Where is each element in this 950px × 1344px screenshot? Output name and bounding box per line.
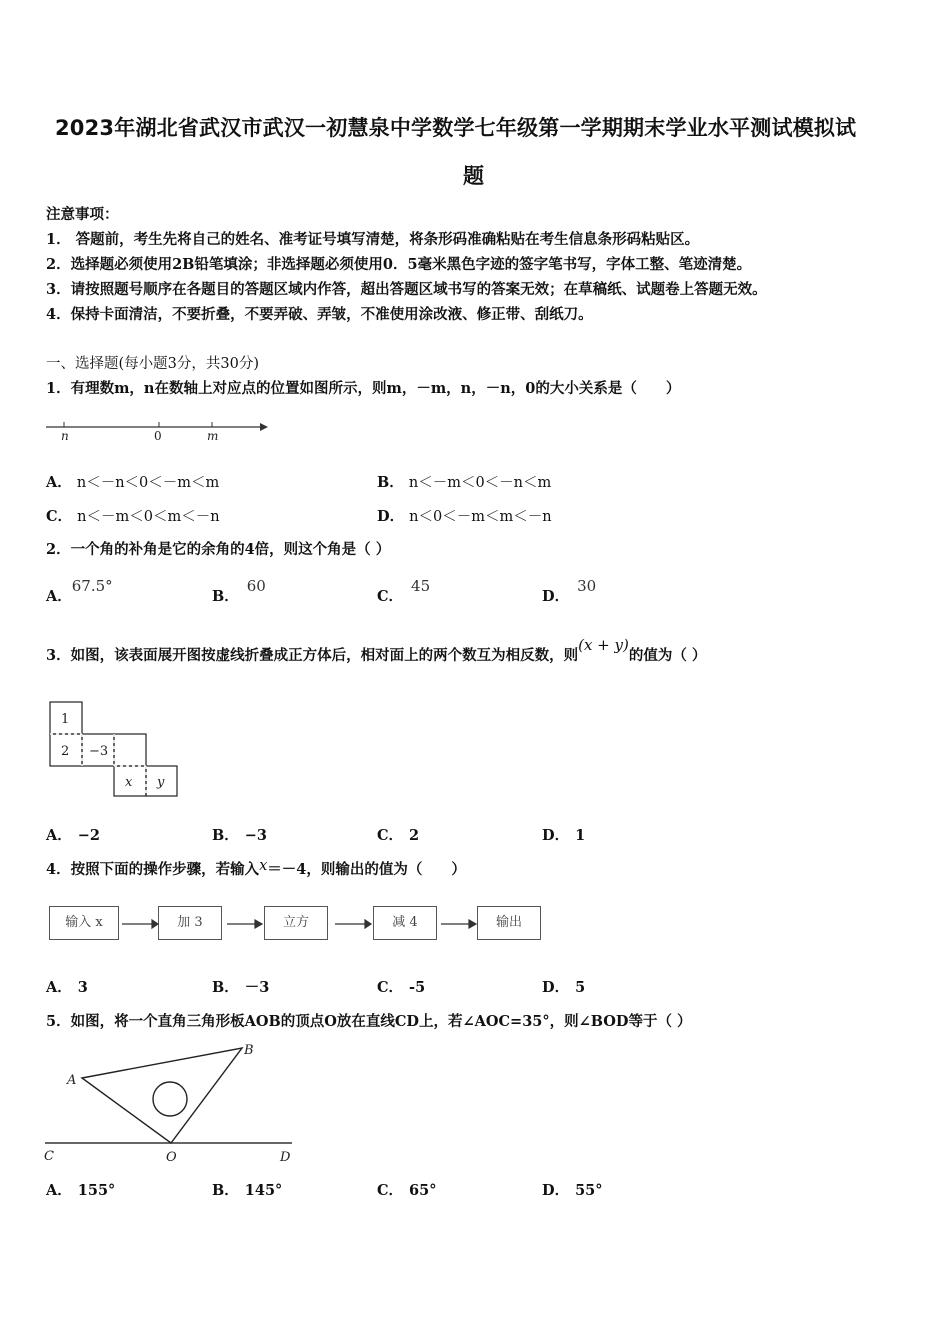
flow-output-box: 输出 [477,906,541,940]
q4-stem: 4．按照下面的操作步骤，若输入x＝－4，则输出的值为（ ） [46,858,466,878]
flow-arrows [119,914,619,934]
q5-stem: 5．如图，将一个直角三角形板AOB的顶点O放在直线CD上，若∠AOC=35°，则∠BOD等于（ ） [46,1013,692,1030]
axis-label-0: 0 [154,429,162,443]
q5-option-c[interactable]: C． 65° [377,1182,437,1199]
q2-option-c[interactable]: C．45 [377,577,431,605]
notice-heading: 注意事项： [46,206,119,223]
q2-option-b[interactable]: B．60 [212,577,266,605]
q4-option-b[interactable]: B． －3 [212,979,270,996]
q3-option-c[interactable]: C． 2 [377,827,420,844]
q2-stem: 2．一个角的补角是它的余角的4倍，则这个角是（ ） [46,541,391,558]
q1-stem: 1．有理数m，n在数轴上对应点的位置如图所示，则m，－m，n，－n，0的大小关系是（ ） [46,380,681,397]
q1-option-b[interactable]: B． n＜－m＜0＜－n＜m [377,474,552,491]
flow-add3-box: 加 3 [158,906,222,940]
notice-item: 4．保持卡面清洁，不要折叠，不要弄破、弄皱，不准使用涂改液、修正带、刮纸刀。 [46,306,593,323]
q4-option-a[interactable]: A． 3 [46,979,88,996]
net-cell-y: y [157,775,165,790]
q3-stem: 3．如图，该表面展开图按虚线折叠成正方体后，相对面上的两个数互为相反数，则(x + y)的值为（ ） [46,636,707,664]
point-c: C [44,1149,54,1164]
point-b: B [244,1043,254,1058]
section-heading: 一、选择题(每小题3分，共30分) [46,356,259,372]
q3-option-b[interactable]: B． −3 [212,827,268,844]
q5-option-b[interactable]: B． 145° [212,1182,283,1199]
q3-cube-net [48,700,188,802]
q5-option-d[interactable]: D． 55° [542,1182,603,1199]
q4-option-c[interactable]: C． -5 [377,979,426,996]
net-cell-1: 1 [61,712,70,727]
net-cell-2: 2 [61,744,70,759]
q3-option-d[interactable]: D． 1 [542,827,586,844]
q4-option-d[interactable]: D． 5 [542,979,586,996]
point-d: D [280,1150,291,1165]
flow-input-box: 输入 x [49,906,119,940]
q1-option-d[interactable]: D． n＜0＜－m＜m＜－n [377,508,552,525]
axis-label-m: m [207,429,219,443]
q1-number-line [44,418,274,448]
page-title-cont: 题 [463,164,485,188]
q5-triangle-figure [40,1038,300,1168]
notice-item: 1． 答题前，考生先将自己的姓名、准考证号填写清楚，将条形码准确粘贴在考生信息条形码粘贴区。 [46,231,700,248]
q3-option-a[interactable]: A． −2 [46,827,101,844]
point-a: A [67,1073,77,1088]
axis-label-n: n [61,429,69,443]
q3-expression: (x + y) [578,636,629,654]
q1-option-a[interactable]: A． n＜－n＜0＜－m＜m [46,474,220,491]
notice-item: 3．请按照题号顺序在各题目的答题区域内作答，超出答题区域书写的答案无效；在草稿纸、试题卷上答题无效。 [46,281,767,298]
net-cell-x: x [125,775,133,790]
flow-cube-box: 立方 [264,906,328,940]
net-cell-neg3: −3 [89,744,109,759]
flow-sub4-box: 减 4 [373,906,437,940]
notice-item: 2．选择题必须使用2B铅笔填涂；非选择题必须使用0．5毫米黑色字迹的签字笔书写，字体工整、笔迹清楚。 [46,256,752,273]
point-o: O [166,1150,177,1165]
q2-option-d[interactable]: D．30 [542,577,597,605]
q5-option-a[interactable]: A． 155° [46,1182,116,1199]
q1-option-c[interactable]: C． n＜－m＜0＜m＜－n [46,508,220,525]
page-title: 2023年湖北省武汉市武汉一初慧泉中学数学七年级第一学期期末学业水平测试模拟试 [55,116,857,140]
q2-option-a[interactable]: A．67.5° [46,577,113,605]
